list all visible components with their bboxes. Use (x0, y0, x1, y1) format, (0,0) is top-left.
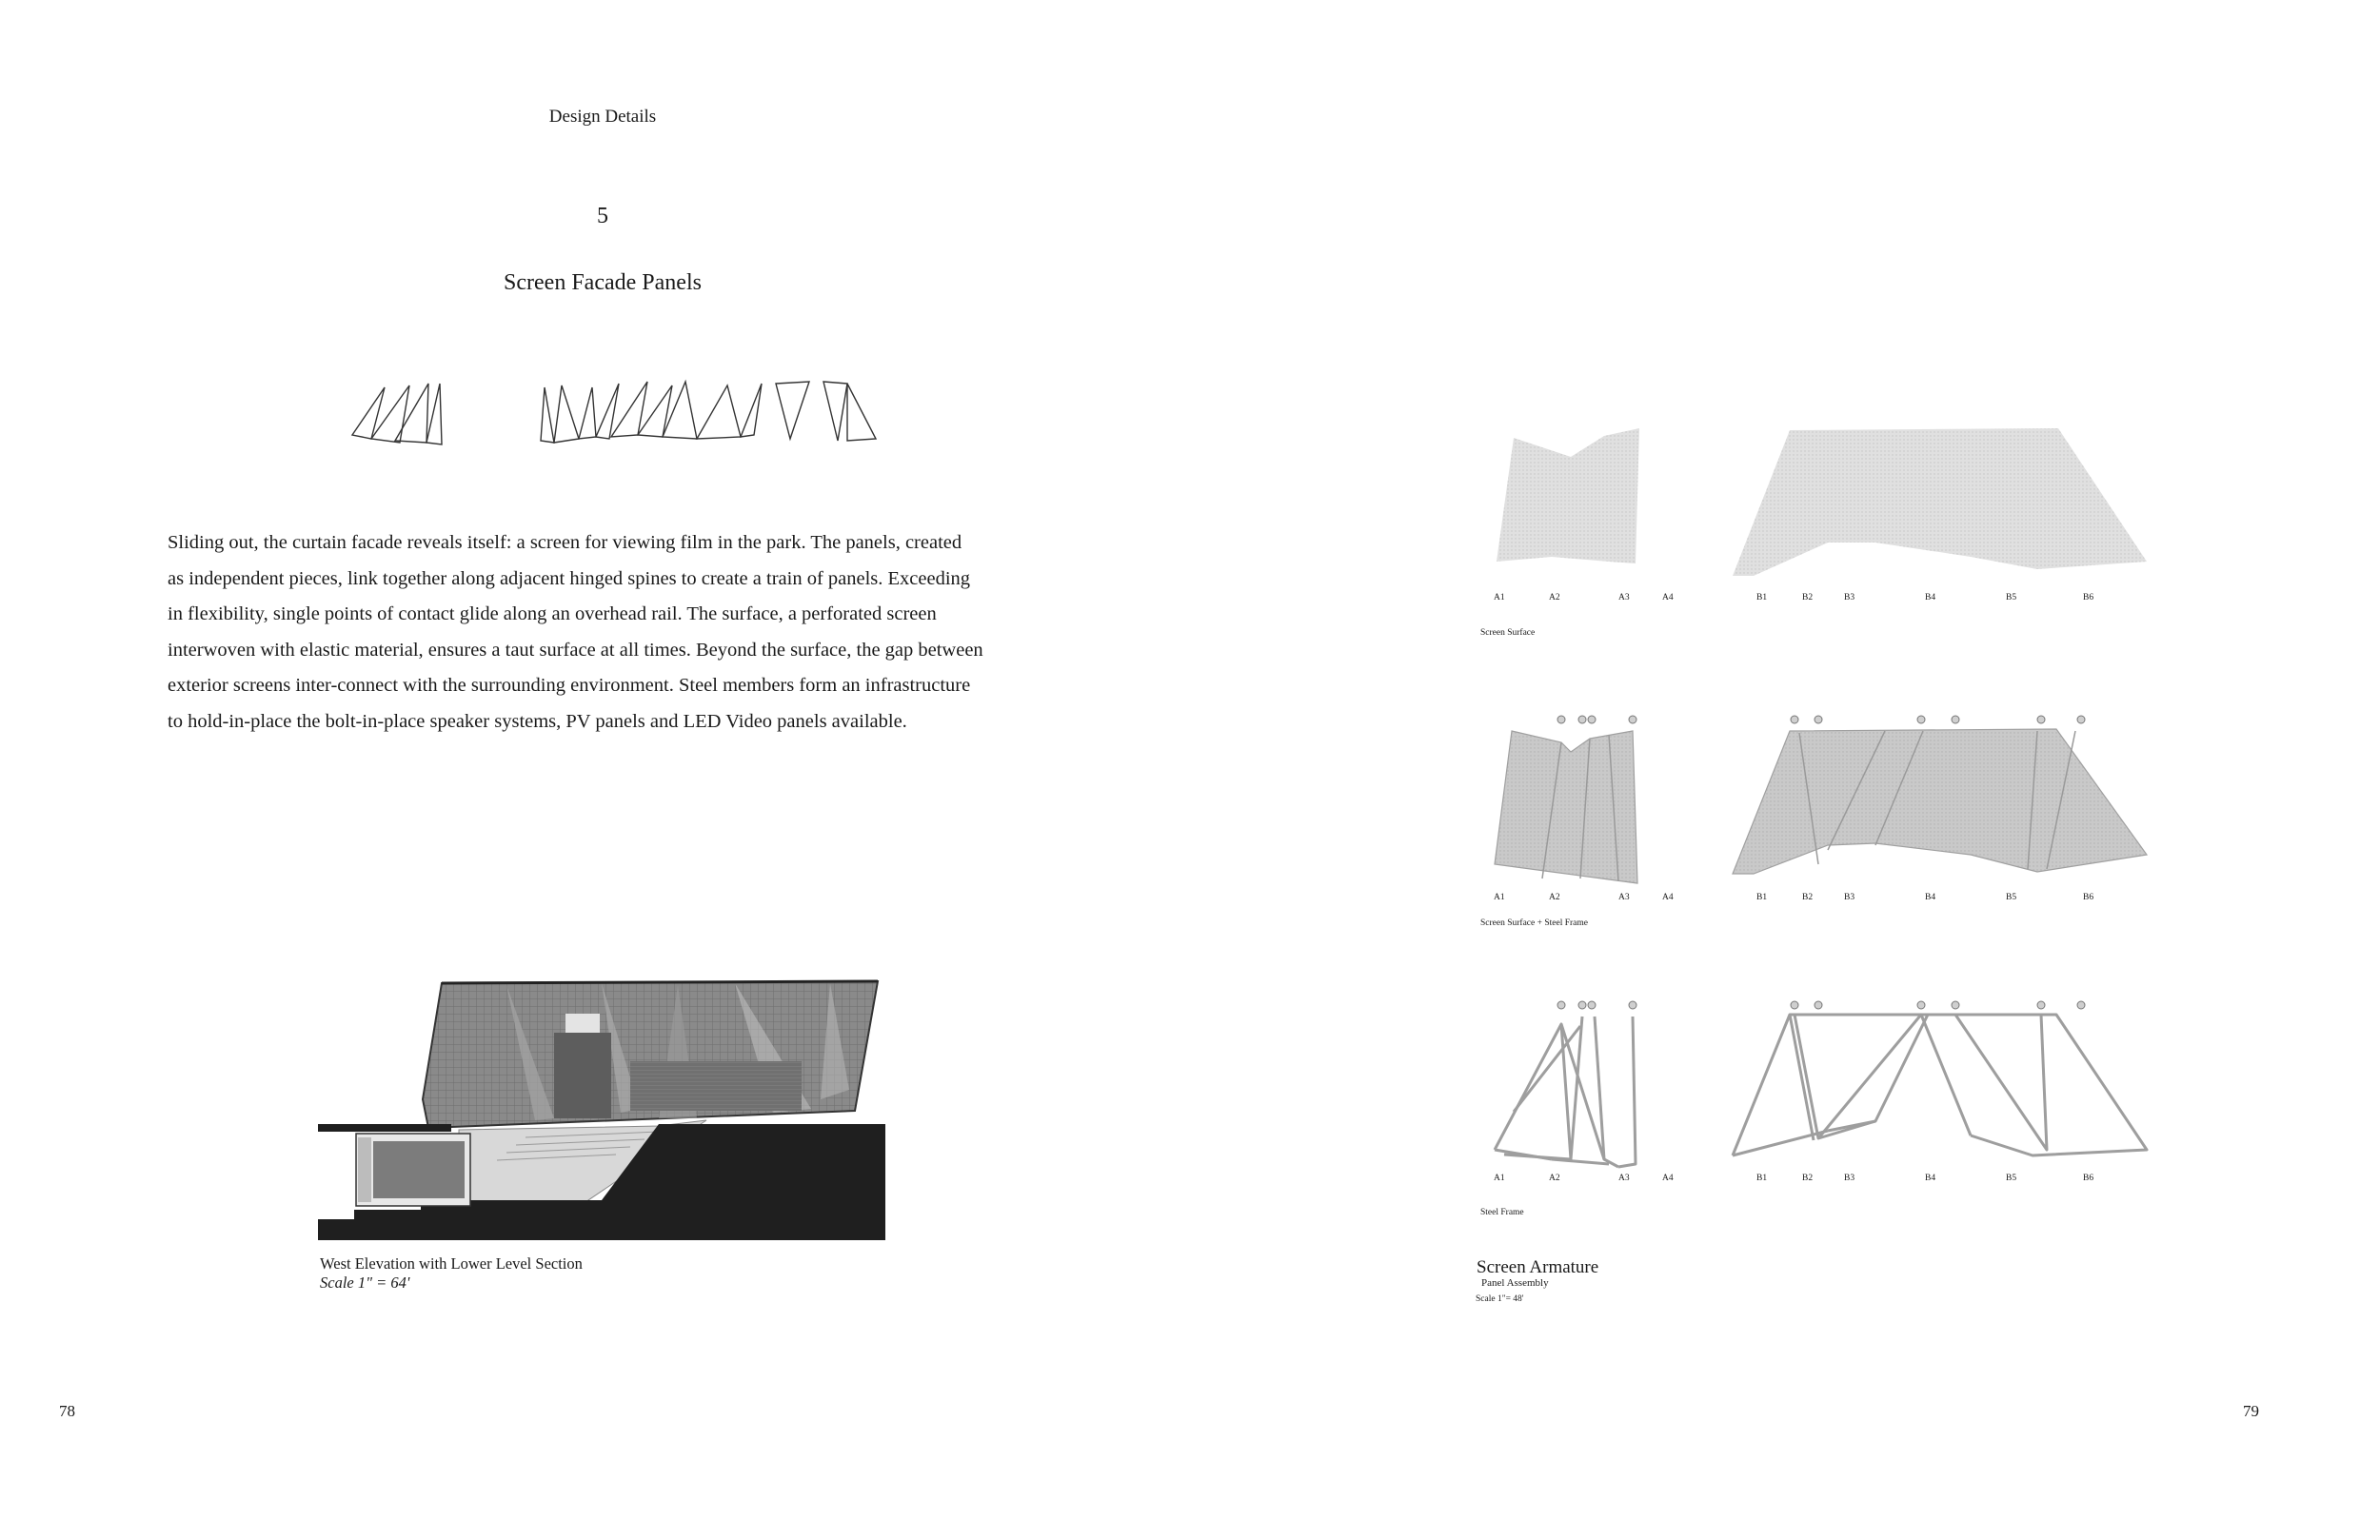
label-b3: B3 (1844, 1174, 1855, 1183)
label-b1: B1 (1756, 893, 1768, 902)
body-line: as independent pieces, link together along adjacent hinged spines to create a train of panels. Exceeding (168, 567, 971, 589)
label-b4: B4 (1925, 1174, 1936, 1183)
page-number-left: 78 (59, 1402, 75, 1420)
label-a4: A4 (1662, 1174, 1674, 1183)
label-a2: A2 (1549, 593, 1560, 602)
body-line: interwoven with elastic material, ensures a taut surface at all times. Beyond the surface, the gap between (168, 639, 983, 661)
panel-sequence-sketch (343, 376, 876, 452)
label-a1: A1 (1494, 893, 1505, 902)
label-b4: B4 (1925, 893, 1936, 902)
label-a3: A3 (1618, 893, 1630, 902)
steel-frame-diagram (1476, 997, 2161, 1178)
caption-title: West Elevation with Lower Level Section (320, 1254, 583, 1273)
section-label: Design Details (548, 107, 657, 127)
label-b5: B5 (2006, 893, 2017, 902)
body-line: Sliding out, the curtain facade reveals itself: a screen for viewing film in the park. The panels, created (168, 532, 962, 553)
label-a4: A4 (1662, 893, 1674, 902)
label-b6: B6 (2083, 593, 2094, 602)
label-a3: A3 (1618, 593, 1630, 602)
body-line: to hold-in-place the bolt-in-place speaker systems, PV panels and LED Video panels available. (168, 710, 907, 732)
caption-scale: Scale 1" = 64' (320, 1273, 410, 1292)
diagram-caption-surface: Screen Surface (1480, 628, 1536, 638)
label-b5: B5 (2006, 1174, 2017, 1183)
chapter-title: Screen Facade Panels (504, 270, 702, 295)
label-b6: B6 (2083, 893, 2094, 902)
armature-subtitle: Panel Assembly (1481, 1277, 1549, 1289)
label-b2: B2 (1802, 593, 1814, 602)
diagram-caption-frame: Steel Frame (1480, 1208, 1524, 1217)
label-b2: B2 (1802, 1174, 1814, 1183)
label-b6: B6 (2083, 1174, 2094, 1183)
label-a4: A4 (1662, 593, 1674, 602)
label-a2: A2 (1549, 893, 1560, 902)
elevation-caption (320, 1254, 583, 1293)
body-paragraph (168, 525, 1062, 740)
label-b1: B1 (1756, 593, 1768, 602)
label-b1: B1 (1756, 1174, 1768, 1183)
label-a3: A3 (1618, 1174, 1630, 1183)
armature-title: Screen Armature (1477, 1257, 1599, 1277)
label-b2: B2 (1802, 893, 1814, 902)
body-line: in flexibility, single points of contact glide along an overhead rail. The surface, a perforated screen (168, 603, 937, 624)
screen-surface-diagram (1476, 419, 2161, 590)
label-a1: A1 (1494, 593, 1505, 602)
label-a1: A1 (1494, 1174, 1505, 1183)
label-b3: B3 (1844, 893, 1855, 902)
label-b4: B4 (1925, 593, 1936, 602)
armature-scale: Scale 1"= 48' (1476, 1294, 1524, 1304)
body-line: exterior screens inter-connect with the surrounding environment. Steel members form an infrastructure (168, 675, 971, 696)
label-a2: A2 (1549, 1174, 1560, 1183)
chapter-number: 5 (597, 204, 608, 228)
page-number-right: 79 (2243, 1402, 2259, 1420)
surface-frame-diagram (1476, 712, 2161, 893)
west-elevation-drawing (316, 976, 887, 1242)
label-b5: B5 (2006, 593, 2017, 602)
label-b3: B3 (1844, 593, 1855, 602)
diagram-caption-surface-frame: Screen Surface + Steel Frame (1480, 918, 1588, 928)
